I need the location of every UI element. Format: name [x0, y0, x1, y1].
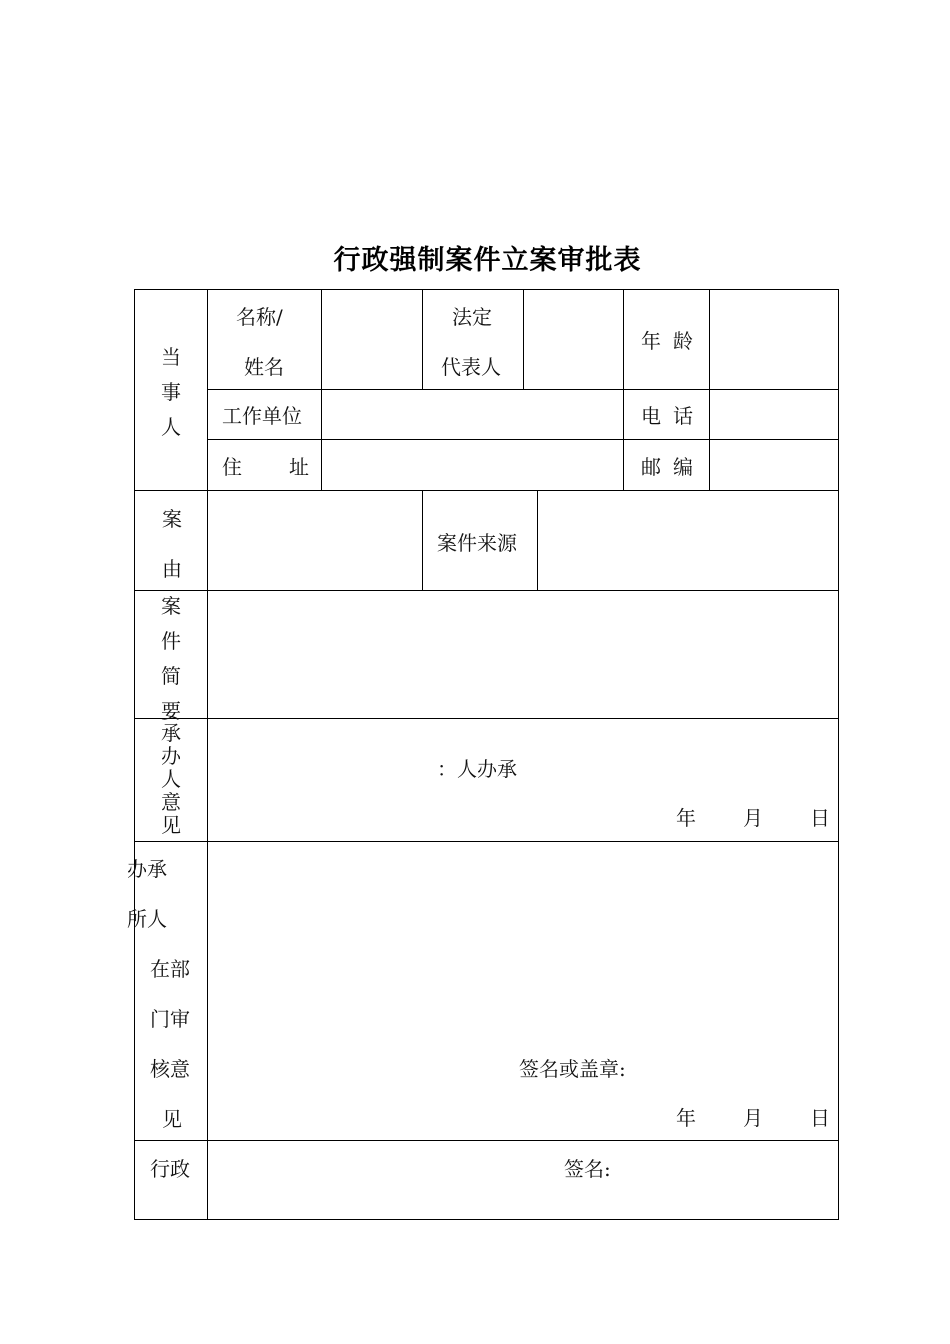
legal-rep-label-line2: 代表人 — [441, 355, 501, 379]
legal-rep-value-cell[interactable] — [525, 292, 621, 387]
party-label-char: 事 — [161, 380, 181, 404]
dept-date-year: 年 — [676, 1106, 696, 1130]
employer-label: 工作单位 — [222, 404, 302, 428]
col-rule-g — [537, 490, 538, 590]
dept-review-label-line3: 在部 — [150, 957, 190, 981]
address-value-cell[interactable] — [323, 442, 621, 488]
party-label-char: 人 — [161, 415, 181, 439]
name-value-cell[interactable] — [323, 292, 420, 387]
age-value-cell[interactable] — [711, 292, 836, 387]
dept-review-label-line2: 所人 — [127, 907, 167, 931]
cause-label-char2: 由 — [162, 557, 182, 581]
dept-review-label-line1: 办承 — [127, 857, 167, 881]
handler-opinion-label — [159, 722, 183, 837]
border-top — [134, 289, 839, 290]
col-rule-f — [422, 490, 423, 590]
age-label-char1: 年 — [641, 329, 661, 353]
row-rule-6 — [134, 841, 839, 842]
name-label-line1: 名称/ — [236, 305, 283, 329]
col-rule-a — [321, 289, 322, 490]
summary-label-char: 简 — [161, 664, 181, 688]
postcode-value-cell[interactable] — [711, 442, 836, 488]
summary-label-char: 案 — [161, 594, 181, 618]
case-source-value-cell[interactable] — [539, 493, 836, 588]
summary-label — [159, 589, 183, 729]
phone-label-char1: 电 — [641, 404, 661, 428]
name-label-line2: 姓名 — [244, 355, 284, 379]
row-rule-4 — [134, 590, 839, 591]
border-bottom — [134, 1219, 839, 1220]
summary-value-cell[interactable] — [209, 593, 836, 716]
dept-date-day: 日 — [810, 1106, 830, 1130]
summary-label-char: 件 — [161, 629, 181, 653]
row-rule-1 — [207, 389, 839, 390]
dept-sign-label: 签名或盖章: — [519, 1057, 626, 1081]
row-rule-3 — [134, 490, 839, 491]
row-rule-2 — [207, 439, 839, 440]
page-title: 行政强制案件立案审批表 — [333, 245, 642, 276]
address-label-char2: 址 — [289, 455, 309, 479]
dept-review-label-line5: 核意 — [150, 1057, 190, 1081]
postcode-label-char2: 编 — [673, 455, 693, 479]
cause-label-char1: 案 — [162, 507, 182, 531]
dept-review-label-line6: 见 — [162, 1107, 182, 1131]
legal-rep-label-line1: 法定 — [452, 305, 492, 329]
summary-label-char: 要 — [161, 699, 181, 723]
col-rule-c — [523, 289, 524, 389]
col-rule-e — [709, 289, 710, 490]
border-right — [838, 289, 839, 1220]
party-label — [159, 340, 183, 445]
handler-opinion-label-char: 承 — [161, 721, 181, 745]
handler-opinion-label-char: 意 — [161, 790, 181, 814]
row-rule-7 — [134, 1140, 839, 1141]
phone-label-char2: 话 — [673, 404, 693, 428]
col-rule-d — [623, 289, 624, 490]
age-label-char2: 龄 — [673, 329, 693, 353]
address-label-char1: 住 — [222, 455, 242, 479]
postcode-label-char1: 邮 — [641, 455, 661, 479]
row-rule-5 — [134, 718, 839, 719]
label-column-rule — [207, 289, 208, 1220]
handler-opinion-label-char: 办 — [161, 744, 181, 768]
party-label-char: 当 — [161, 345, 181, 369]
handler-opinion-label-char: 人 — [161, 767, 181, 791]
admin-sign-label: 签名: — [564, 1157, 611, 1181]
handler-date-day: 日 — [810, 806, 830, 830]
cause-value-cell[interactable] — [209, 493, 420, 588]
col-rule-b — [422, 289, 423, 389]
employer-value-cell[interactable] — [323, 392, 621, 437]
handler-opinion-label-char: 见 — [161, 813, 181, 837]
dept-date-month: 月 — [743, 1106, 763, 1130]
admin-label: 行政 — [150, 1157, 190, 1181]
dept-review-label-line4: 门审 — [150, 1007, 190, 1031]
handler-date-year: 年 — [676, 806, 696, 830]
phone-value-cell[interactable] — [711, 392, 836, 437]
handler-signature-line: ：人办承 — [437, 757, 517, 781]
handler-date-month: 月 — [743, 806, 763, 830]
border-left — [134, 289, 135, 1220]
case-source-label: 案件来源 — [437, 531, 517, 555]
